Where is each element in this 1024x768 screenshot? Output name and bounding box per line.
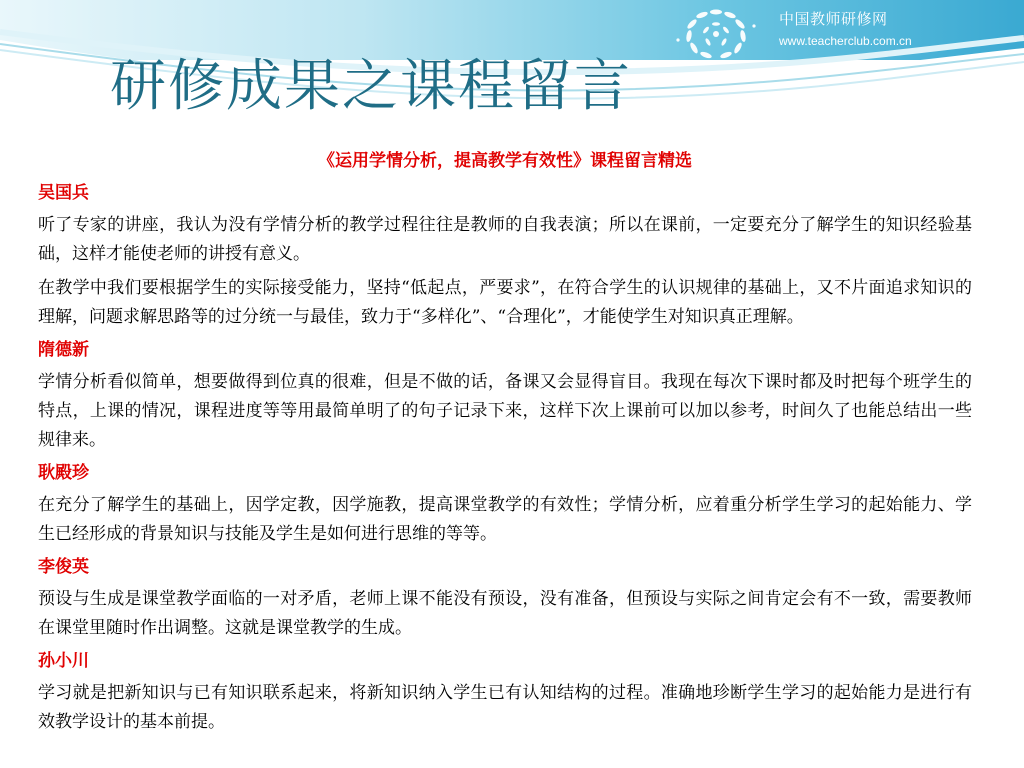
course-subtitle: 《运用学情分析，提高教学有效性》课程留言精选	[318, 151, 692, 171]
comment-paragraph: 在充分了解学生的基础上，因学定教，因学施教，提高课堂教学的有效性；学情分析，应着重分析学生学习的起始能力、学生已经形成的背景知识与技能及学生是如何进行思维的等等。	[38, 495, 972, 544]
comment-paragraph: 学习就是把新知识与已有知识联系起来，将新知识纳入学生已有认知结构的过程。准确地珍断学生学习的起始能力是进行有效教学设计的基本前提。	[38, 683, 972, 732]
comment-author-sun-xiaochuan: 孙小川	[38, 651, 89, 671]
comment-paragraph: 在教学中我们要根据学生的实际接受能力，坚持“低起点，严要求”，在符合学生的认识规律的基础上，又不片面追求知识的理解，问题求解思路等的过分统一与最佳，致力于“多样化”、“合理化”，才能使学生对知识真正理解。	[38, 278, 972, 327]
comment-author-wu-guobing: 吴国兵	[38, 183, 89, 203]
comment-author-li-junying: 李俊英	[38, 557, 89, 577]
brand-logo-icon	[668, 4, 764, 62]
slide-title: 研修成果之课程留言	[110, 54, 632, 119]
comments-content	[38, 148, 972, 742]
comment-paragraph: 预设与生成是课堂教学面临的一对矛盾，老师上课不能没有预设，没有准备，但预设与实际之间肯定会有不一致，需要教师在课堂里随时作出调整。这就是课堂教学的生成。	[38, 589, 972, 638]
comment-paragraph: 学情分析看似简单，想要做得到位真的很难，但是不做的话，备课又会显得盲目。我现在每次下课时都及时把每个班学生的特点，上课的情况，课程进度等等用最简单明了的句子记录下来，这样下次上课前可以加以参考，时间久了也能总结出一些规律来。	[38, 372, 972, 450]
comment-paragraph: 听了专家的讲座，我认为没有学情分析的教学过程往往是教师的自我表演；所以在课前，一定要充分了解学生的知识经验基础，这样才能使老师的讲授有意义。	[38, 215, 972, 264]
brand-url: www.teacherclub.com.cn	[779, 34, 912, 48]
brand-name: 中国教师研修网	[779, 10, 888, 28]
comment-author-geng-dianzhen: 耿殿珍	[38, 463, 89, 483]
comment-author-sui-dexin: 隋德新	[38, 340, 89, 360]
